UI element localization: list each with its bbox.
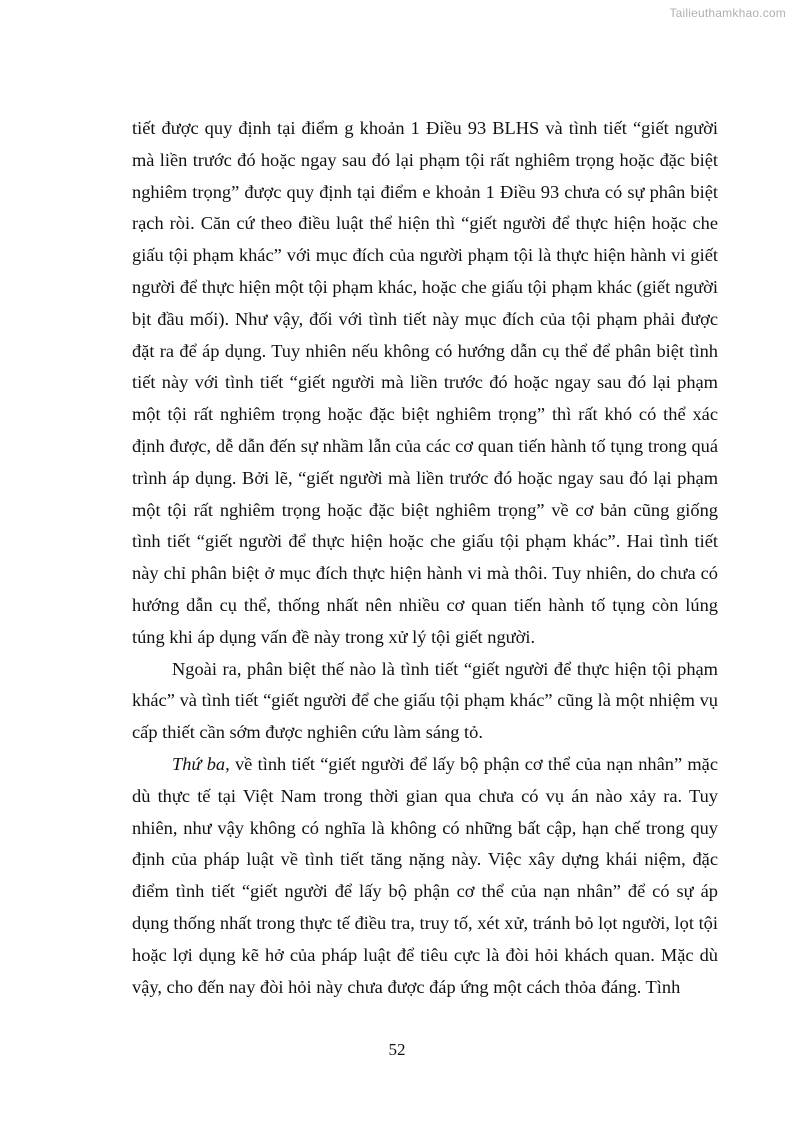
watermark: Tailieuthamkhao.com <box>669 6 786 20</box>
paragraph-1: tiết được quy định tại điểm g khoản 1 Điều 93 BLHS và tình tiết “giết người mà liền trước đó hoặc ngay sau đó lại phạm tội rất nghiêm trọng hoặc đặc biệt nghiêm trọng” được quy định tại điểm e khoản 1 Điều 93 chưa có sự phân biệt rạch ròi. Căn cứ theo điều luật thể hiện thì “giết người để thực hiện hoặc che giấu tội phạm khác” với mục đích của người phạm tội là thực hiện hành vi giết người để thực hiện một tội phạm khác, hoặc che giấu tội phạm khác (giết người bịt đầu mối). Như vậy, đối với tình tiết này mục đích của tội phạm phải được đặt ra để áp dụng. Tuy nhiên nếu không có hướng dẫn cụ thể để phân biệt tình tiết này với tình tiết “giết người mà liền trước đó hoặc ngay sau đó lại phạm một tội rất nghiêm trọng hoặc đặc biệt nghiêm trọng” thì rất khó có thể xác định được, dễ dẫn đến sự nhầm lẫn của các cơ quan tiến hành tố tụng trong quá trình áp dụng. Bởi lẽ, “giết người mà liền trước đó hoặc ngay sau đó lại phạm một tội rất nghiêm trọng hoặc đặc biệt nghiêm trọng” về cơ bản cũng giống tình tiết “giết người để thực hiện hoặc che giấu tội phạm khác”. Hai tình tiết này chỉ phân biệt ở mục đích thực hiện hành vi mà thôi. Tuy nhiên, do chưa có hướng dẫn cụ thể, thống nhất nên nhiều cơ quan tiến hành tố tụng còn lúng túng khi áp dụng vấn đề này trong xử lý tội giết người. <box>132 118 718 647</box>
page-number: 52 <box>388 1040 406 1059</box>
document-body <box>132 113 718 1003</box>
paragraph-3-lead: Thứ ba, <box>172 753 230 774</box>
paragraph-3 <box>132 749 718 1003</box>
paragraph-2: Ngoài ra, phân biệt thế nào là tình tiết “giết người để thực hiện tội phạm khác” và tình tiết “giết người để che giấu tội phạm khác” cũng là một nhiệm vụ cấp thiết cần sớm được nghiên cứu làm sáng tỏ. <box>132 658 718 743</box>
paragraph-3-text: về tình tiết “giết người để lấy bộ phận cơ thể của nạn nhân” mặc dù thực tế tại Việt Nam trong thời gian qua chưa có vụ án nào xảy ra. Tuy nhiên, như vậy không có nghĩa là không có những bất cập, hạn chế trong quy định của pháp luật về tình tiết tăng nặng này. Việc xây dựng khái niệm, đặc điểm tình tiết “giết người để lấy bộ phận cơ thể của nạn nhân” để có sự áp dụng thống nhất trong thực tế điều tra, truy tố, xét xử, tránh bỏ lọt người, lọt tội hoặc lợi dụng kẽ hở của pháp luật để tiêu cực là đòi hỏi khách quan. Mặc dù vậy, cho đến nay đòi hỏi này chưa được đáp ứng một cách thỏa đáng. Tình <box>132 753 719 997</box>
